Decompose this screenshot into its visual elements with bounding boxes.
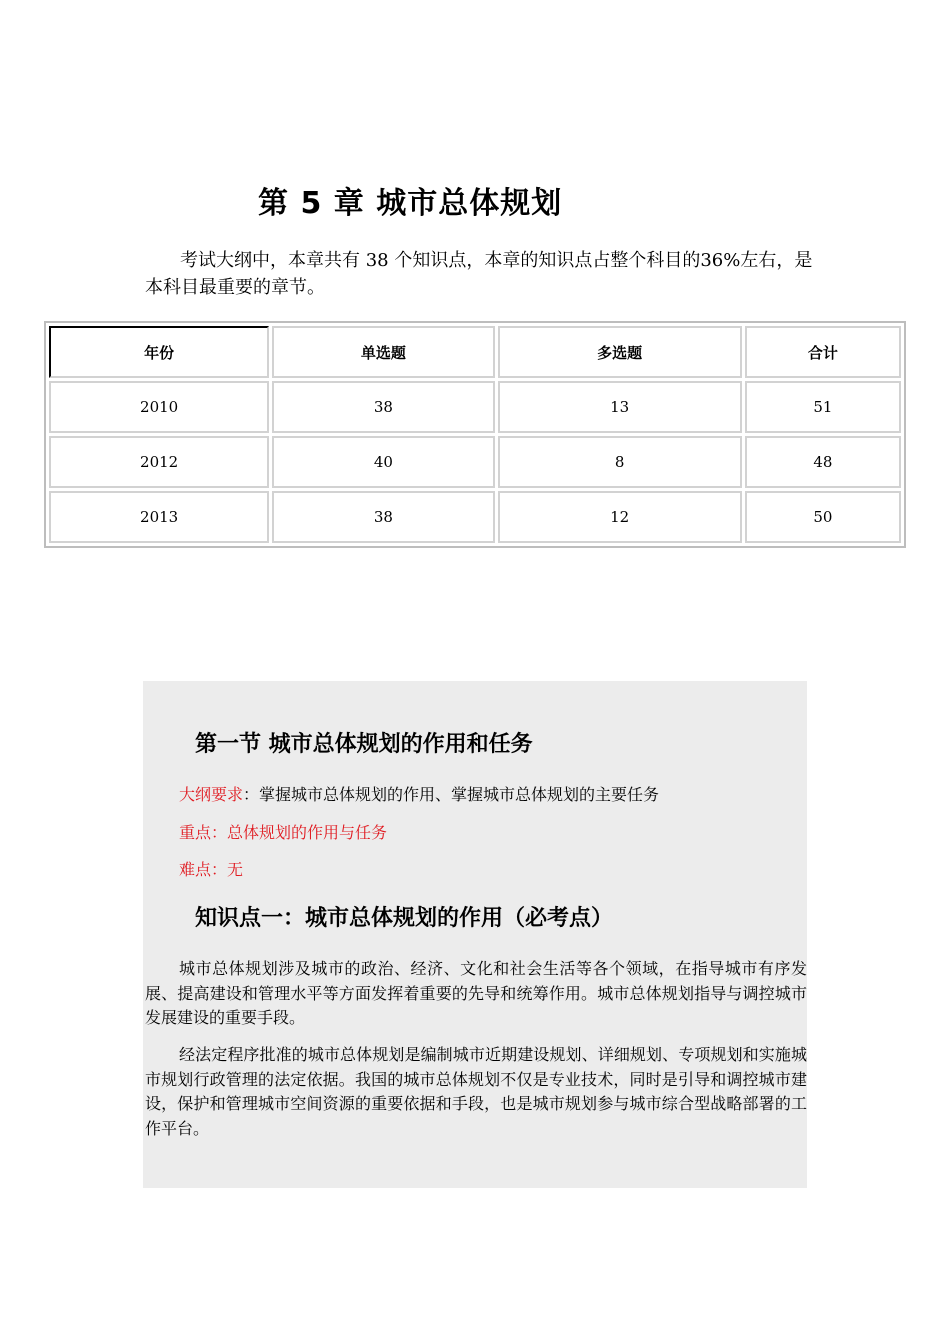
table-cell: 51 — [745, 381, 901, 433]
table-cell: 48 — [745, 436, 901, 488]
exam-stats-table — [44, 321, 906, 548]
column-header-single-choice: 单选题 — [272, 326, 494, 378]
table-header-row — [49, 326, 901, 378]
chapter-title: 第 5 章 城市总体规划 — [258, 186, 563, 221]
paragraph: 经法定程序批准的城市总体规划是编制城市近期建设规划、详细规划、专项规划和实施城市规划行政管理的法定依据。我国的城市总体规划不仅是专业技术，同时是引导和调控城市建设，保护和管理城市空间资源的重要依据和手段，也是城市规划参与城市综合型战略部署的工作平台。 — [145, 1045, 807, 1138]
outline-text: ：掌握城市总体规划的作用、掌握城市总体规划的主要任务 — [243, 785, 660, 804]
column-header-multiple-choice: 多选题 — [498, 326, 742, 378]
chapter-intro: 考试大纲中，本章共有 38 个知识点，本章的知识点占整个科目的36%左右，是本科目最重要的章节。 — [145, 250, 813, 298]
table-cell: 50 — [745, 491, 901, 543]
table-cell: 2013 — [49, 491, 269, 543]
difficulty-point: 难点：无 — [179, 860, 244, 879]
section-panel — [143, 681, 807, 1188]
table-cell: 40 — [272, 436, 494, 488]
table-row — [49, 436, 901, 488]
column-header-total: 合计 — [745, 326, 901, 378]
table-cell: 38 — [272, 491, 494, 543]
section-title: 第一节 城市总体规划的作用和任务 — [195, 732, 533, 757]
table-cell: 2012 — [49, 436, 269, 488]
key-point: 重点：总体规划的作用与任务 — [179, 823, 388, 842]
knowledge-point-title: 知识点一：城市总体规划的作用（必考点） — [195, 906, 614, 931]
table-row — [49, 381, 901, 433]
table-cell: 2010 — [49, 381, 269, 433]
paragraph: 城市总体规划涉及城市的政治、经济、文化和社会生活等各个领域，在指导城市有序发展、提高建设和管理水平等方面发挥着重要的先导和统筹作用。城市总体规划指导与调控城市发展建设的重要手段。 — [145, 959, 807, 1027]
outline-requirement — [179, 782, 659, 805]
table-cell: 38 — [272, 381, 494, 433]
table-cell: 13 — [498, 381, 742, 433]
outline-label: 大纲要求 — [179, 785, 244, 804]
table-cell: 12 — [498, 491, 742, 543]
table-row — [49, 491, 901, 543]
table-cell: 8 — [498, 436, 742, 488]
column-header-year: 年份 — [49, 326, 269, 378]
